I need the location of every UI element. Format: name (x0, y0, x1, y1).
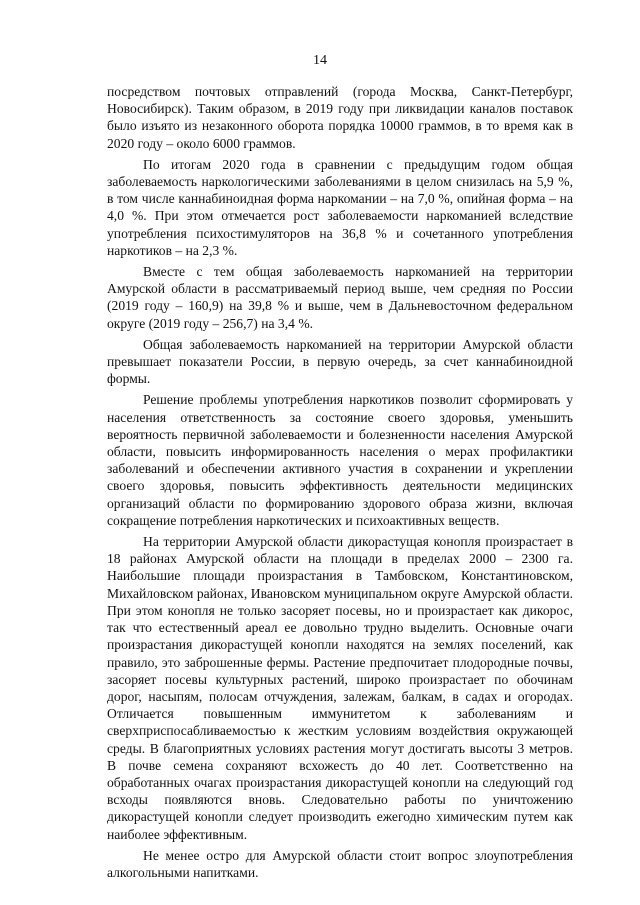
paragraph-cannabinoid-excess: Общая заболеваемость наркоманией на территории Амурской области превышает показатели России, в первую очередь, за счет каннабиноидной формы. (107, 336, 573, 387)
paragraph-continuation: посредством почтовых отправлений (города Москва, Санкт-Петербург, Новосибирск). Таким образом, в 2019 году при ликвидации каналов поставок было изъято из незаконного оборота порядка 10000 граммов, в то время как в 2020 году – около 6000 граммов. (107, 84, 573, 151)
page-number: 14 (313, 53, 327, 68)
paragraph-morbidity-2020: По итогам 2020 года в сравнении с предыдущим годом общая заболеваемость наркологическими заболеваниями в целом снизилась на 5,9 %, в том числе каннабиноидная форма наркомании – на 7,0 %, опийная форма – на 4,0 %. При этом отмечается рост заболеваемости наркоманией вследствие употребления психостимуляторов на 36,8 % и сочетанного употребления наркотиков – на 2,3 %. (107, 156, 573, 258)
document-body (107, 83, 573, 885)
paragraph-wild-hemp: На территории Амурской области дикорастущая конопля произрастает в 18 районах Амурской области на площади в пределах 2000 – 2300 га. Наибольшие площади произрастания в Тамбовском, Константиновском, Михайловском районах, Ивановском муниципальном округе Амурской области. При этом конопля не только засоряет посевы, но и произрастает как дикорос, так что естественный ареал ее довольно трудно выделить. Основные очаги произрастания дикорастущей конопли находятся на землях поселений, как правило, это заброшенные фермы. Растение предпочитает плодородные почвы, засоряет посевы культурных растений, широко произрастает по обочинам дорог, насыпям, полосам отчуждения, залежам, балкам, в садах и огородах. Отличается повышенным иммунитетом к заболеваниям и сверхприспосабливаемостью к жестким условиям воздействия окружающей среды. В благоприятных условиях растения могут достигать высоты 3 метров. В почве семена сохраняют всхожесть до 40 лет. Соответственно на обработанных очагах произрастания дикорастущей конопли на следующий год всходы появляются вновь. Следовательно работы по уничтожению дикорастущей конопли следует производить ежегодно химическим путем как наиболее эффективным. (107, 534, 573, 842)
paragraph-solution: Решение проблемы употребления наркотиков позволит сформировать у населения ответственность за состояние своего здоровья, уменьшить вероятность первичной заболеваемости и болезненности населения Амурской области, повысить информированность населения о мерах профилактики заболеваний и обеспечении активного участия в сохранении и укреплении своего здоровья, повысить эффективность деятельности медицинских организаций области по формированию здорового образа жизни, включая сокращение потребления наркотических и психоактивных веществ. (107, 392, 573, 528)
paragraph-regional-comparison: Вместе с тем общая заболеваемость наркоманией на территории Амурской области в рассматриваемый период выше, чем средняя по России (2019 году – 160,9) на 39,8 % и выше, чем в Дальневосточном федеральном округе (2019 году – 256,7) на 3,4 %. (107, 264, 573, 331)
paragraph-alcohol: Не менее остро для Амурской области стоит вопрос злоупотребления алкогольными напитками. (107, 847, 573, 880)
